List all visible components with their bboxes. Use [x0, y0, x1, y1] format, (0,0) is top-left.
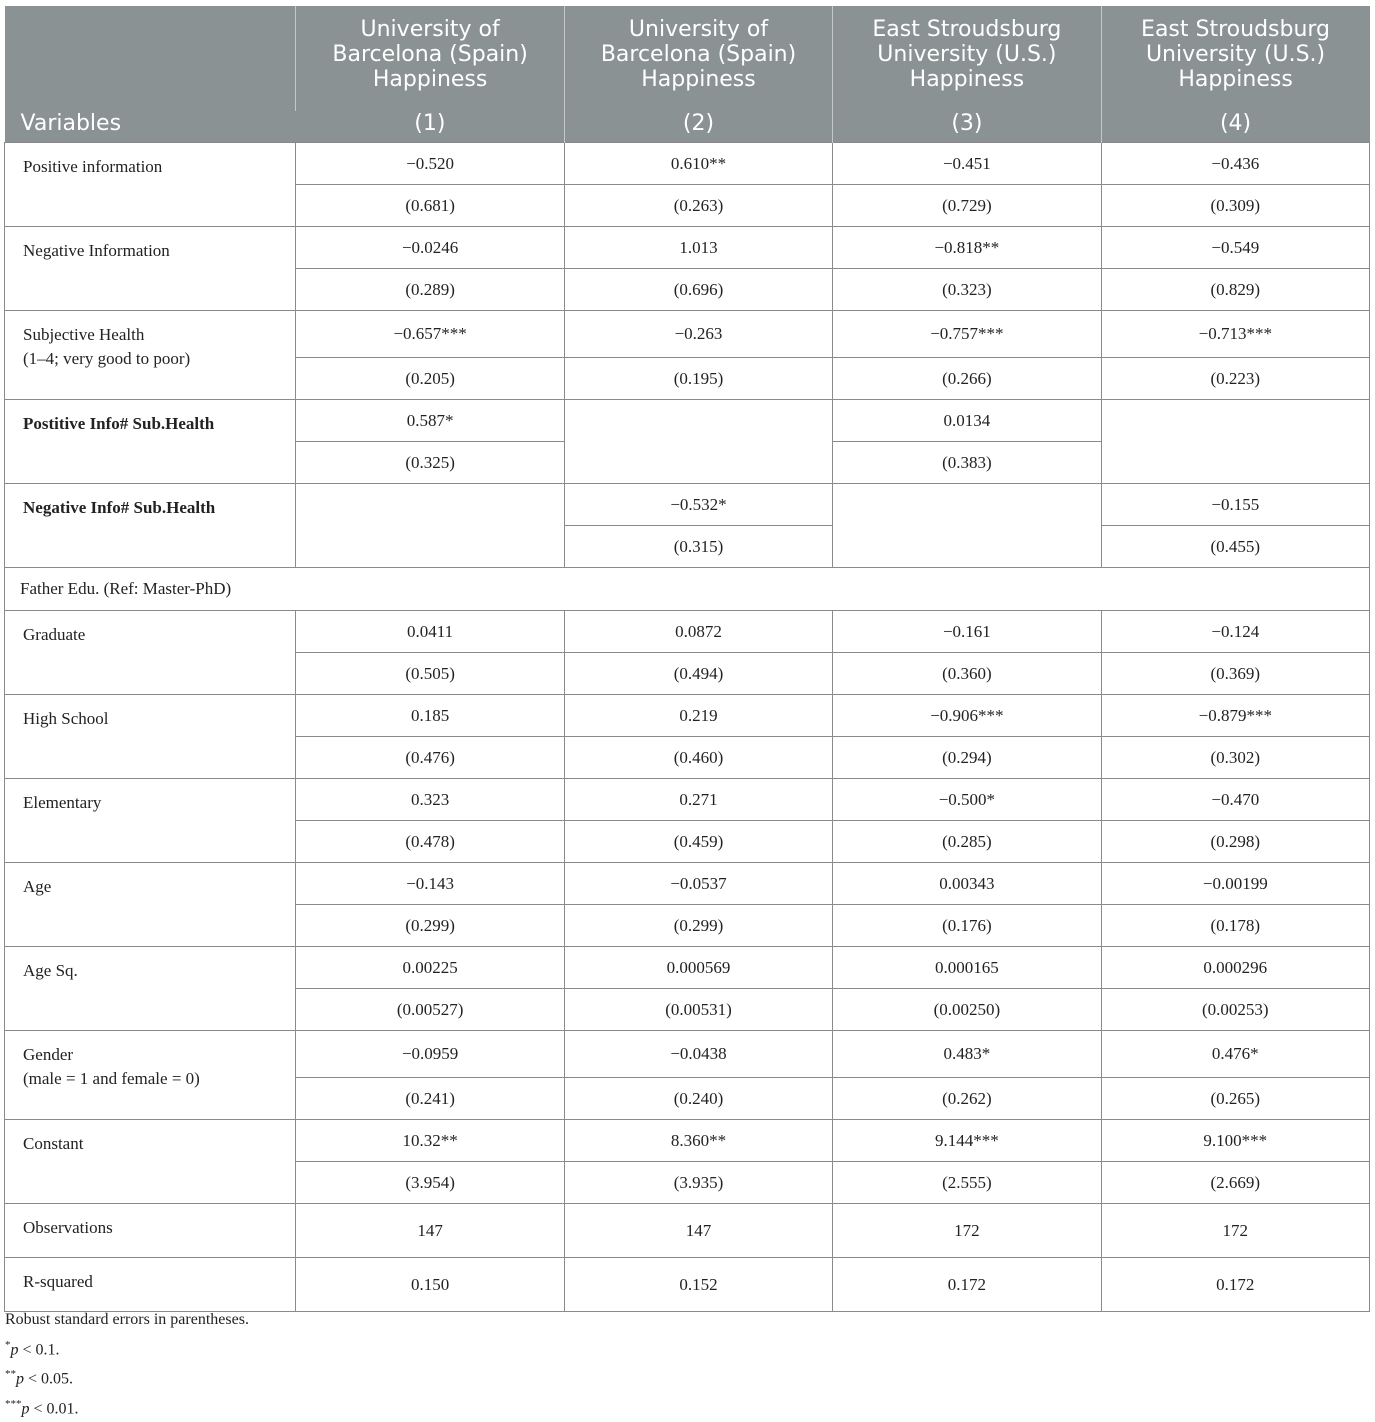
coef-cell: −0.757***: [833, 311, 1101, 358]
coef-cell: −0.906***: [833, 695, 1101, 737]
coef-cell: 0.000569: [564, 947, 832, 989]
coef-cell: −0.436: [1101, 143, 1369, 185]
empty-cell: [564, 400, 832, 484]
coef-cell: 0.587*: [296, 400, 564, 442]
note-robust: Robust standard errors in parentheses.: [5, 1311, 249, 1328]
column-header-3: East Stroudsburg University (U.S.) Happiness: [833, 6, 1101, 111]
se-cell: (0.455): [1101, 526, 1369, 568]
table-row: [5, 143, 1370, 185]
se-cell: (0.298): [1101, 821, 1369, 863]
se-cell: (0.829): [1101, 269, 1369, 311]
coef-cell: 0.185: [296, 695, 564, 737]
section-row: [5, 568, 1370, 611]
coef-cell: −0.532*: [564, 484, 832, 526]
se-cell: (0.263): [564, 185, 832, 227]
coef-cell: −0.470: [1101, 779, 1369, 821]
column-header-2: University of Barcelona (Spain) Happiness: [564, 6, 832, 111]
value-cell: 0.152: [564, 1258, 832, 1312]
regression-table: [4, 6, 1370, 1312]
section-label: Father Edu. (Ref: Master-PhD): [5, 568, 1370, 611]
value-cell: 147: [564, 1204, 832, 1258]
variables-header: Variables: [5, 6, 296, 143]
coef-cell: 0.000165: [833, 947, 1101, 989]
table-row: [5, 484, 1370, 526]
row-label: High School: [5, 695, 296, 779]
row-label: Graduate: [5, 611, 296, 695]
se-cell: (0.205): [296, 358, 564, 400]
column-header-4: East Stroudsburg University (U.S.) Happiness: [1101, 6, 1369, 111]
coef-cell: −0.0959: [296, 1031, 564, 1078]
coef-cell: −0.879***: [1101, 695, 1369, 737]
coef-cell: −0.161: [833, 611, 1101, 653]
row-label: Observations: [5, 1204, 296, 1258]
row-label: Elementary: [5, 779, 296, 863]
se-cell: (0.262): [833, 1078, 1101, 1120]
table-row: [5, 1204, 1370, 1258]
coef-cell: 0.610**: [564, 143, 832, 185]
se-cell: (0.266): [833, 358, 1101, 400]
coef-cell: −0.520: [296, 143, 564, 185]
se-cell: (3.954): [296, 1162, 564, 1204]
coef-cell: 0.483*: [833, 1031, 1101, 1078]
row-label: Postitive Info# Sub.Health: [5, 400, 296, 484]
column-number-2: (2): [564, 111, 832, 143]
coef-cell: 9.144***: [833, 1120, 1101, 1162]
se-cell: (0.323): [833, 269, 1101, 311]
se-cell: (0.178): [1101, 905, 1369, 947]
column-number-4: (4): [1101, 111, 1369, 143]
value-cell: 0.172: [833, 1258, 1101, 1312]
se-cell: (0.460): [564, 737, 832, 779]
se-cell: (0.00253): [1101, 989, 1369, 1031]
table-row: [5, 400, 1370, 442]
se-cell: (0.294): [833, 737, 1101, 779]
row-label: Subjective Health (1–4; very good to poor): [5, 311, 296, 400]
se-cell: (0.696): [564, 269, 832, 311]
coef-cell: −0.263: [564, 311, 832, 358]
table-notes: [5, 1308, 249, 1422]
se-cell: (0.505): [296, 653, 564, 695]
empty-cell: [1101, 400, 1369, 484]
table-row: [5, 947, 1370, 989]
coef-cell: 0.219: [564, 695, 832, 737]
se-cell: (2.555): [833, 1162, 1101, 1204]
note-p2: **p < 0.05.: [5, 1368, 74, 1388]
table-row: [5, 227, 1370, 269]
empty-cell: [296, 484, 564, 568]
row-label: Constant: [5, 1120, 296, 1204]
se-cell: (0.302): [1101, 737, 1369, 779]
table-row: [5, 1258, 1370, 1312]
se-cell: (0.195): [564, 358, 832, 400]
table-row: [5, 695, 1370, 737]
row-label: Gender (male = 1 and female = 0): [5, 1031, 296, 1120]
table-row: [5, 1031, 1370, 1078]
se-cell: (0.315): [564, 526, 832, 568]
coef-cell: 0.0134: [833, 400, 1101, 442]
coef-cell: −0.451: [833, 143, 1101, 185]
coef-cell: −0.155: [1101, 484, 1369, 526]
table-row: [5, 863, 1370, 905]
se-cell: (2.669): [1101, 1162, 1369, 1204]
coef-cell: 0.00343: [833, 863, 1101, 905]
table-header: [5, 6, 1370, 143]
se-cell: (0.240): [564, 1078, 832, 1120]
row-label: Positive information: [5, 143, 296, 227]
coef-cell: −0.549: [1101, 227, 1369, 269]
coef-cell: −0.818**: [833, 227, 1101, 269]
value-cell: 172: [833, 1204, 1101, 1258]
coef-cell: −0.0246: [296, 227, 564, 269]
se-cell: (0.478): [296, 821, 564, 863]
coef-cell: 0.00225: [296, 947, 564, 989]
se-cell: (0.223): [1101, 358, 1369, 400]
row-label: Negative Info# Sub.Health: [5, 484, 296, 568]
se-cell: (0.265): [1101, 1078, 1369, 1120]
coef-cell: −0.124: [1101, 611, 1369, 653]
se-cell: (0.176): [833, 905, 1101, 947]
coef-cell: −0.0438: [564, 1031, 832, 1078]
se-cell: (0.241): [296, 1078, 564, 1120]
table-row: [5, 611, 1370, 653]
se-cell: (0.681): [296, 185, 564, 227]
value-cell: 0.172: [1101, 1258, 1369, 1312]
column-number-3: (3): [833, 111, 1101, 143]
coef-cell: −0.657***: [296, 311, 564, 358]
se-cell: (0.299): [296, 905, 564, 947]
coef-cell: −0.500*: [833, 779, 1101, 821]
coef-cell: −0.713***: [1101, 311, 1369, 358]
coef-cell: 0.000296: [1101, 947, 1369, 989]
value-cell: 0.150: [296, 1258, 564, 1312]
coef-cell: 10.32**: [296, 1120, 564, 1162]
value-cell: 147: [296, 1204, 564, 1258]
table-row: [5, 779, 1370, 821]
coef-cell: 0.0411: [296, 611, 564, 653]
row-label: R-squared: [5, 1258, 296, 1312]
se-cell: (3.935): [564, 1162, 832, 1204]
se-cell: (0.00527): [296, 989, 564, 1031]
coef-cell: 8.360**: [564, 1120, 832, 1162]
se-cell: (0.285): [833, 821, 1101, 863]
coef-cell: −0.0537: [564, 863, 832, 905]
se-cell: (0.383): [833, 442, 1101, 484]
se-cell: (0.309): [1101, 185, 1369, 227]
se-cell: (0.476): [296, 737, 564, 779]
row-label: Age: [5, 863, 296, 947]
coef-cell: 1.013: [564, 227, 832, 269]
coef-cell: −0.00199: [1101, 863, 1369, 905]
column-header-1: University of Barcelona (Spain) Happiness: [296, 6, 564, 111]
empty-cell: [833, 484, 1101, 568]
se-cell: (0.494): [564, 653, 832, 695]
row-label: Negative Information: [5, 227, 296, 311]
row-label: Age Sq.: [5, 947, 296, 1031]
se-cell: (0.459): [564, 821, 832, 863]
table-row: [5, 311, 1370, 358]
column-number-1: (1): [296, 111, 564, 143]
coef-cell: 0.0872: [564, 611, 832, 653]
coef-cell: 0.271: [564, 779, 832, 821]
se-cell: (0.00250): [833, 989, 1101, 1031]
note-p1: *p < 0.1.: [5, 1338, 60, 1358]
value-cell: 172: [1101, 1204, 1369, 1258]
coef-cell: 0.476*: [1101, 1031, 1369, 1078]
coef-cell: 9.100***: [1101, 1120, 1369, 1162]
coef-cell: 0.323: [296, 779, 564, 821]
se-cell: (0.729): [833, 185, 1101, 227]
note-p3: ***p < 0.01.: [5, 1398, 79, 1418]
se-cell: (0.369): [1101, 653, 1369, 695]
coef-cell: −0.143: [296, 863, 564, 905]
se-cell: (0.299): [564, 905, 832, 947]
se-cell: (0.360): [833, 653, 1101, 695]
table-row: [5, 1120, 1370, 1162]
se-cell: (0.00531): [564, 989, 832, 1031]
se-cell: (0.289): [296, 269, 564, 311]
se-cell: (0.325): [296, 442, 564, 484]
